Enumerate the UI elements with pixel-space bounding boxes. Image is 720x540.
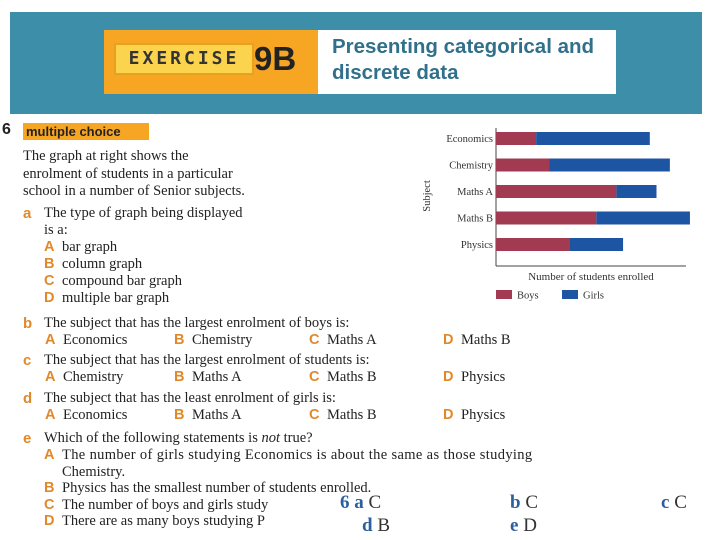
answer-choice: D bbox=[518, 515, 537, 536]
option-text: bar graph bbox=[62, 239, 118, 255]
option-label: B bbox=[174, 332, 185, 348]
option-text: The number of girls studying Economics is about the same as those studying bbox=[62, 447, 533, 463]
answer-question: 6 a bbox=[340, 492, 364, 513]
exercise-badge bbox=[104, 30, 318, 94]
option-text: Physics has the smallest number of students enrolled. bbox=[62, 480, 372, 496]
option-label: C bbox=[44, 496, 55, 513]
y-tick-label: Economics bbox=[446, 134, 493, 145]
answer-choice: C bbox=[363, 492, 382, 513]
answer-item bbox=[362, 515, 390, 537]
answer-question: d bbox=[362, 515, 373, 536]
option-text: Maths A bbox=[327, 332, 377, 348]
option-text: Maths B bbox=[327, 369, 377, 385]
option-text: Chemistry. bbox=[62, 463, 126, 480]
part-label: e bbox=[23, 430, 32, 447]
bar-girls bbox=[570, 238, 624, 251]
option-label: A bbox=[45, 332, 56, 348]
option-label: A bbox=[45, 369, 56, 385]
option-text: Maths B bbox=[327, 407, 377, 423]
option-label: B bbox=[44, 480, 55, 496]
option-label: A bbox=[44, 239, 55, 255]
x-axis-label: Number of students enrolled bbox=[528, 271, 654, 283]
part-stem: is a: bbox=[44, 222, 68, 238]
part-label: a bbox=[23, 205, 32, 222]
exercise-title bbox=[332, 34, 614, 86]
intro-line: The graph at right shows the bbox=[23, 148, 189, 164]
y-tick-label: Physics bbox=[460, 240, 493, 251]
answer-item bbox=[661, 492, 687, 514]
exercise-word: EXERCISE bbox=[114, 43, 254, 75]
option-label: C bbox=[309, 407, 320, 423]
answer-question: e bbox=[510, 515, 519, 536]
y-tick-label: Maths A bbox=[457, 187, 493, 198]
exercise-title-line-2: discrete data bbox=[332, 61, 459, 84]
enrolment-chart bbox=[410, 124, 710, 304]
legend-label-boys: Boys bbox=[517, 290, 539, 302]
question-number: 6 bbox=[2, 121, 11, 138]
legend-swatch-boys bbox=[496, 290, 512, 299]
part-stem: The type of graph being displayed bbox=[44, 205, 243, 221]
option-label: A bbox=[45, 407, 56, 423]
option-text: Chemistry bbox=[192, 332, 253, 348]
bar-boys bbox=[496, 185, 616, 198]
part-stem: The subject that has the largest enrolment of students is: bbox=[44, 352, 370, 368]
bar-boys bbox=[496, 238, 570, 251]
answer-item bbox=[510, 492, 538, 514]
option-text: Economics bbox=[63, 332, 128, 348]
option-label: C bbox=[44, 273, 55, 289]
exercise-title-line-1: Presenting categorical and bbox=[332, 35, 595, 58]
intro-line: enrolment of students in a particular bbox=[23, 165, 233, 182]
part-label: b bbox=[23, 315, 33, 332]
option-text: compound bar graph bbox=[62, 273, 182, 289]
exercise-header bbox=[104, 30, 616, 94]
answer-choice: B bbox=[372, 515, 391, 536]
option-text: column graph bbox=[62, 256, 143, 272]
option-label: C bbox=[309, 332, 320, 348]
answer-question: b bbox=[510, 492, 521, 513]
option-text: Chemistry bbox=[63, 369, 124, 385]
stem-text: Which of the following statements is bbox=[44, 430, 262, 446]
answer-choice: C bbox=[520, 492, 539, 513]
option-text: Physics bbox=[461, 407, 506, 423]
option-label: D bbox=[443, 332, 454, 348]
stem-emphasis: not bbox=[261, 430, 280, 446]
option-label: C bbox=[309, 369, 320, 385]
bar-boys bbox=[496, 212, 596, 225]
bar-girls bbox=[596, 212, 690, 225]
answer-question: c bbox=[661, 492, 670, 513]
bar-girls bbox=[550, 159, 670, 172]
option-label: D bbox=[443, 407, 454, 423]
answer-item bbox=[340, 492, 381, 514]
option-text: Maths A bbox=[192, 369, 242, 385]
intro-line: school in a number of Senior subjects. bbox=[23, 183, 245, 199]
option-text: Economics bbox=[63, 407, 128, 423]
bar-boys bbox=[496, 159, 550, 172]
bar-girls bbox=[536, 132, 650, 145]
option-label: D bbox=[44, 513, 55, 529]
option-text: Physics bbox=[461, 369, 506, 385]
y-tick-label: Maths B bbox=[457, 213, 493, 225]
option-text: Maths B bbox=[461, 332, 511, 348]
option-label: B bbox=[174, 369, 185, 385]
bar-boys bbox=[496, 132, 536, 145]
option-label: D bbox=[443, 369, 454, 385]
legend-swatch-girls bbox=[562, 290, 578, 299]
bar-girls bbox=[616, 185, 656, 198]
option-label: B bbox=[44, 256, 55, 272]
option-label: A bbox=[44, 447, 55, 463]
part-stem bbox=[44, 430, 313, 447]
option-text: Maths A bbox=[192, 407, 242, 423]
answer-choice: C bbox=[669, 492, 687, 513]
multiple-choice-badge: multiple choice bbox=[23, 123, 149, 140]
y-axis-label: Subject bbox=[422, 180, 433, 212]
answer-item bbox=[510, 515, 537, 537]
option-text: The number of boys and girls study bbox=[62, 496, 269, 513]
exercise-number: 9B bbox=[254, 40, 297, 77]
part-label: c bbox=[23, 352, 32, 369]
stem-text: true? bbox=[280, 430, 313, 446]
option-label: B bbox=[174, 407, 185, 423]
part-label: d bbox=[23, 390, 33, 407]
option-label: D bbox=[44, 290, 55, 306]
part-stem: The subject that has the least enrolment of girls is: bbox=[44, 390, 336, 406]
y-tick-label: Chemistry bbox=[449, 160, 493, 172]
part-stem: The subject that has the largest enrolment of boys is: bbox=[44, 315, 350, 331]
option-text: There are as many boys studying P bbox=[62, 513, 265, 529]
option-text: multiple bar graph bbox=[62, 290, 170, 306]
legend-label-girls: Girls bbox=[583, 290, 604, 302]
